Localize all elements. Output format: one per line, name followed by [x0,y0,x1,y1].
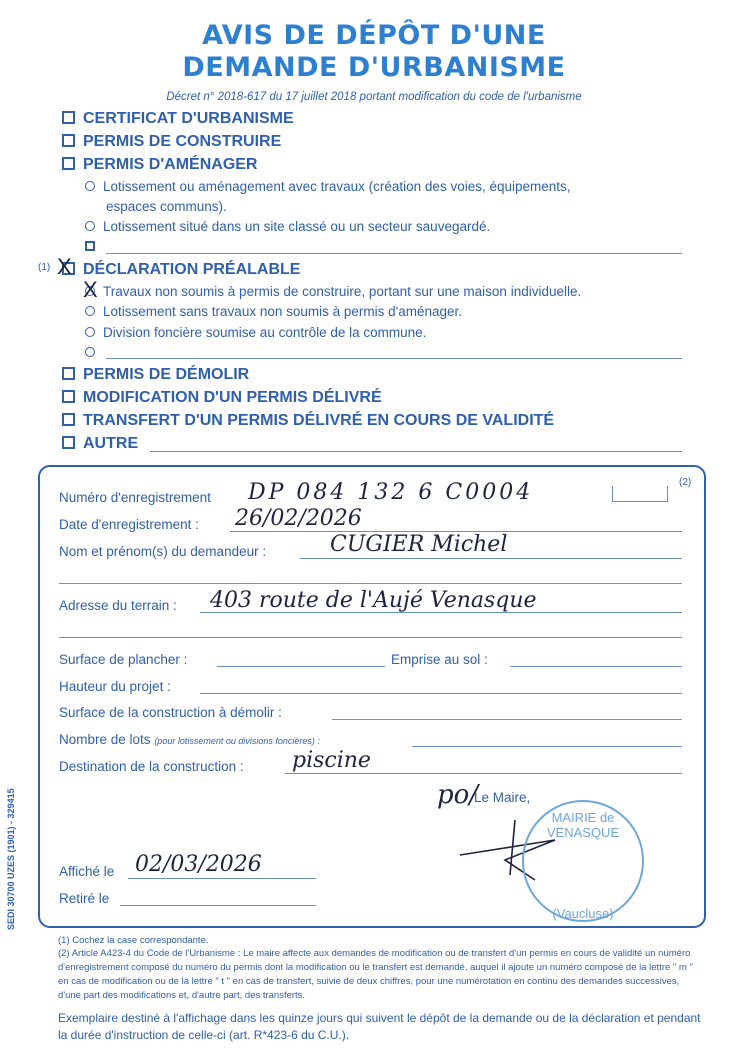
line [120,905,316,906]
option-amenager-1[interactable] [85,179,571,194]
line [59,583,682,584]
radio-icon [85,221,95,231]
blank-line [106,358,682,359]
label: CERTIFICAT D'URBANISME [83,110,294,127]
adresse-value: 403 route de l'Aujé Venasque [210,588,537,613]
label: Lotissement situé dans un site classé ou un secteur sauvegardé. [103,219,491,234]
label: MODIFICATION D'UN PERMIS DÉLIVRÉ [83,389,382,406]
label: Lotissement ou aménagement avec travaux (création des voies, équipements, [103,179,571,194]
surface-label: Surface de plancher : [59,652,188,667]
date-label: Date d'enregistrement : [59,517,199,532]
destination-value: piscine [292,748,371,773]
radio-icon [85,327,95,337]
decret: Décret n° 2018-617 du 17 juillet 2018 portant modification du code de l'urbanisme [166,91,582,103]
checkbox-icon [62,413,75,426]
footnote-1: (1) Cochez la case correspondante. [58,935,209,946]
adresse-label: Adresse du terrain : [59,598,177,613]
date-value: 26/02/2026 [235,506,362,531]
line [200,693,682,694]
blank-line [150,451,682,452]
label: DÉCLARATION PRÉALABLE [83,261,301,278]
radio-icon [85,181,95,191]
label: Division foncière soumise au contrôle de la commune. [103,325,427,340]
title-line-1: AVIS DE DÉPÔT D'UNE [202,20,546,51]
stamp-top: MAIRIE de VENASQUE [546,810,620,840]
numero-label: Numéro d'enregistrement [59,490,211,505]
checkbox-icon [62,436,75,449]
title-line-2: DEMANDE D'URBANISME [182,52,566,83]
option-amenager-other[interactable] [85,238,103,253]
option-decl-2[interactable] [85,304,462,319]
lots-label [59,732,320,747]
numero-value: DP 084 132 6 C0004 [248,480,534,505]
demolir-label: Surface de la construction à démolir : [59,705,282,720]
retire-label: Retiré le [59,891,110,906]
checkbox-icon [62,390,75,403]
option-decl-1[interactable] [85,284,581,299]
line [128,878,316,879]
line [412,746,682,747]
option-amenager-1-cont: espaces communs). [106,199,227,214]
checkbox-modification[interactable] [62,389,382,407]
label: PERMIS DE DÉMOLIR [83,366,250,383]
checkbox-icon [85,241,95,251]
checkbox-icon [62,111,75,124]
blank-line [106,253,682,254]
line [217,666,385,667]
affiche-label: Affiché le [59,864,115,879]
label: Travaux non soumis à permis de construire, portant sur une maison individuelle. [103,284,582,299]
emprise-label: Emprise au sol : [391,652,488,667]
note-ref-2: (2) [679,477,692,488]
nom-label: Nom et prénom(s) du demandeur : [59,544,267,559]
footnote-2: (2) Article A423-4 du Code de l'Urbanisme : Le maire affecte aux demandes de modification ou de transfert d'un permis en cours de validité un numéro d'enregistrement composé du numéro du permis dont la modification ou le transfert est demandé, auquel il ajoute un numéro composé de la lettre " m " en cas de modification ou de la lettre " t " en cas de transfert, suivie de deux chiffres, pour une numérotation en continu des demandes successives, d'une part des modifications et, d'autre part, des transferts. [58,948,693,1001]
suffix-boxes [612,486,668,502]
label: PERMIS D'AMÉNAGER [83,156,258,173]
exemplaire-note: Exemplaire destiné à l'affichage dans les quinze jours qui suivent le dépôt de la demande ou de la déclaration et pendant la durée d'instruction de celle-ci (art. R*423-6 du C.U.). [58,1011,701,1042]
hauteur-label: Hauteur du projet : [59,679,171,694]
checkbox-construire[interactable] [62,133,281,151]
line [59,637,682,638]
option-amenager-2[interactable] [85,219,490,234]
option-decl-3[interactable] [85,325,426,340]
radio-icon [85,347,95,357]
text: Nombre de lots [59,732,151,747]
stamp-bottom: (Vaucluse) [552,906,614,921]
affiche-value: 02/03/2026 [135,852,262,877]
checkbox-demolir[interactable] [62,366,249,384]
checkbox-icon [62,134,75,147]
check-mark: X [57,254,72,279]
checkbox-transfert[interactable] [62,412,554,430]
mairie-stamp [522,800,644,922]
side-print-code: SEDI 30700 UZES (1901) - 329415 [6,788,16,930]
label: TRANSFERT D'UN PERMIS DÉLIVRÉ EN COURS DE VALIDITÉ [83,412,555,429]
label: AUTRE [83,435,139,452]
nom-value: CUGIER Michel [330,532,508,557]
checkbox-certificat[interactable] [62,110,294,128]
signature-prefix: po/ [437,780,479,810]
maire-label: Le Maire, [474,790,531,805]
label: PERMIS DE CONSTRUIRE [83,133,282,150]
lots-note: (pour lotissement ou divisions foncières) : [154,736,320,746]
checkbox-icon [62,367,75,380]
checkbox-icon [62,157,75,170]
line [285,773,682,774]
line [510,666,682,667]
check-mark: X [83,277,98,302]
note-ref: (1) [38,262,51,273]
destination-label: Destination de la construction : [59,759,244,774]
checkbox-amenager[interactable] [62,156,257,174]
label: Lotissement sans travaux non soumis à permis d'aménager. [103,304,463,319]
checkbox-autre[interactable] [62,435,138,453]
option-decl-other[interactable] [85,345,103,360]
radio-icon [85,306,95,316]
line [300,558,682,559]
line [332,719,682,720]
